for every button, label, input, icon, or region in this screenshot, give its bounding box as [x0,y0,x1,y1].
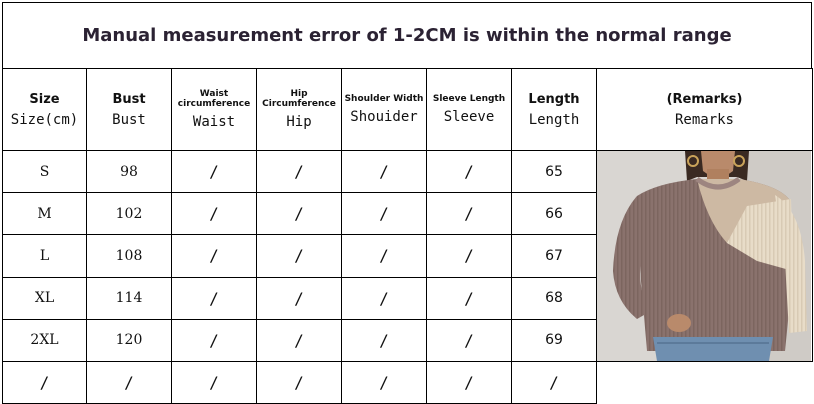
header-bust-bottom: Bust [112,111,146,128]
header-hip-bottom: Hip [286,114,312,130]
header-sleeve-top: Sleeve Length [432,94,506,104]
waist-cell: / [172,151,257,193]
header-waist [172,69,257,151]
waist-cell: / [172,319,257,361]
size-cell: S [3,151,87,193]
header-shoulder-bottom: Shouider [350,109,418,125]
sleeve-cell: / [427,319,512,361]
header-size-bottom: Size(cm) [10,111,79,128]
size-cell: / [3,362,87,404]
table-row [3,151,813,193]
product-photo [597,151,811,361]
header-bust [87,69,172,151]
header-shoulder-top: Shoulder Width [344,94,424,104]
header-hip-top: Hip Circumference [262,89,336,109]
hip-cell: / [257,235,342,277]
length-cell: 68 [512,277,597,319]
bust-cell: 108 [87,235,172,277]
chart-title: Manual measurement error of 1-2CM is within the normal range [2,2,812,68]
sleeve-cell: / [427,151,512,193]
product-photo-cell [597,151,813,362]
length-cell: 65 [512,151,597,193]
table-row [3,362,813,404]
bust-cell: 98 [87,151,172,193]
header-sleeve [427,69,512,151]
shoulder-cell: / [342,193,427,235]
shoulder-cell: / [342,235,427,277]
header-remarks-bottom: Remarks [674,111,734,128]
size-cell: M [3,193,87,235]
waist-cell: / [172,277,257,319]
shoulder-cell: / [342,151,427,193]
header-hip [257,69,342,151]
header-waist-bottom: Waist [192,114,236,130]
hip-cell: / [257,362,342,404]
hip-cell: / [257,151,342,193]
size-table [2,68,813,404]
header-bust-top: Bust [112,91,146,107]
bust-cell: 114 [87,277,172,319]
remarks-empty-cell [597,362,813,404]
waist-cell: / [172,235,257,277]
shoulder-cell: / [342,277,427,319]
header-size [3,69,87,151]
length-cell: 69 [512,319,597,361]
size-cell: L [3,235,87,277]
bust-cell: 120 [87,319,172,361]
header-sleeve-bottom: Sleeve [443,109,495,125]
sleeve-cell: / [427,235,512,277]
sleeve-cell: / [427,277,512,319]
waist-cell: / [172,362,257,404]
waist-cell: / [172,193,257,235]
header-remarks-top: (Remarks) [666,91,743,107]
length-cell: 66 [512,193,597,235]
shoulder-cell: / [342,319,427,361]
hip-cell: / [257,277,342,319]
hip-cell: / [257,193,342,235]
length-cell: / [512,362,597,404]
header-remarks [597,69,813,151]
header-length-bottom: Length [528,111,580,128]
header-length-top: Length [528,91,580,107]
size-cell: XL [3,277,87,319]
sleeve-cell: / [427,362,512,404]
header-waist-top: Waist circumference [177,89,251,109]
header-size-top: Size [29,91,60,107]
hip-cell: / [257,319,342,361]
size-cell: 2XL [3,319,87,361]
length-cell: 67 [512,235,597,277]
sleeve-cell: / [427,193,512,235]
bust-cell: / [87,362,172,404]
header-length [512,69,597,151]
bust-cell: 102 [87,193,172,235]
header-shoulder [342,69,427,151]
shoulder-cell: / [342,362,427,404]
header-row [3,69,813,151]
